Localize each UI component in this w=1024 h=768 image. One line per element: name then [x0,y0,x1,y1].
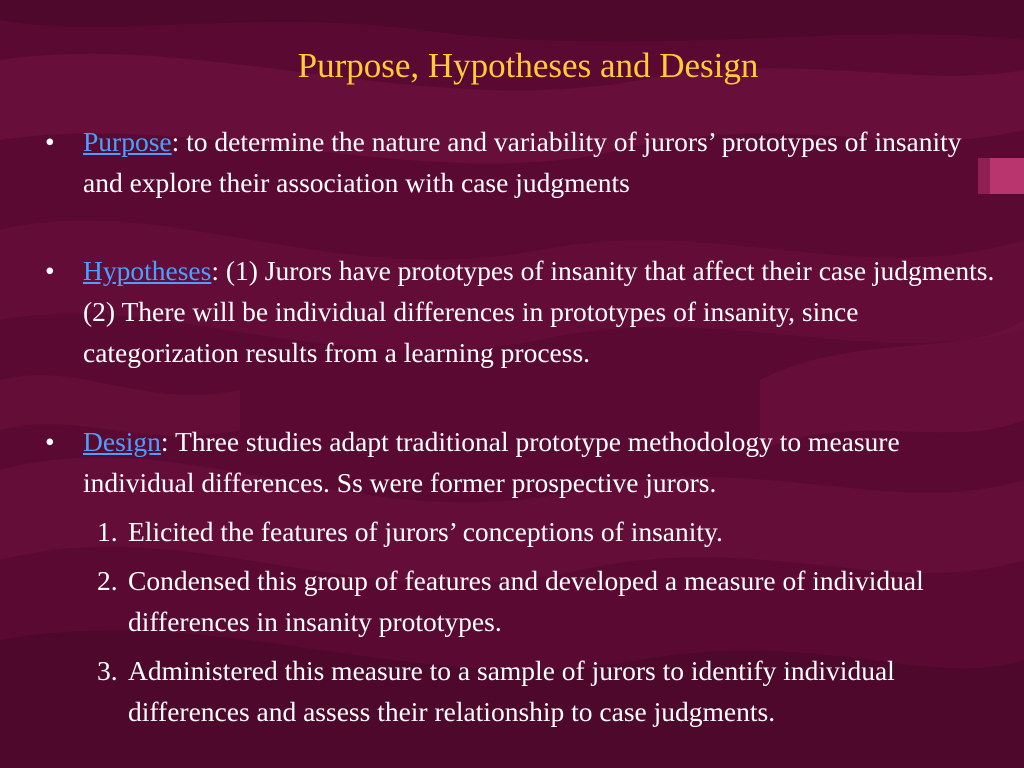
purpose-text: : to determine the nature and variability of jurors’ prototypes of insanity and explore their association with case judgments [83,126,962,198]
bullet-design [45,421,1008,503]
bullet-hypotheses [45,250,1008,373]
hypotheses-link[interactable]: Hypotheses [83,255,212,286]
design-link[interactable]: Design [83,426,161,457]
bullet-dot: • [45,255,55,286]
step-number: 1. [97,516,118,547]
slide-title: Purpose, Hypotheses and Design [297,46,759,85]
design-step-2 [97,560,997,642]
step-text: Administered this measure to a sample of jurors to identify individual differences and assess their relationship to case judgments. [128,655,895,727]
step-number: 3. [97,655,118,686]
purpose-link[interactable]: Purpose [83,126,172,157]
bullet-dot: • [45,126,55,157]
bullet-dot: • [45,426,55,457]
step-text: Condensed this group of features and developed a measure of individual differences in insanity prototypes. [128,565,924,637]
step-text: Elicited the features of jurors’ conceptions of insanity. [128,516,723,547]
design-step-1 [97,511,997,552]
hypotheses-text: : (1) Jurors have prototypes of insanity that affect their case judgments. (2) There will be individual differences in prototypes of insanity, since categorization results from a learning process. [83,255,995,368]
design-text: : Three studies adapt traditional prototype methodology to measure individual differences. Ss were former prospective jurors. [83,426,900,498]
design-step-3 [97,650,997,732]
bullet-purpose [45,121,1008,203]
step-number: 2. [97,565,118,596]
